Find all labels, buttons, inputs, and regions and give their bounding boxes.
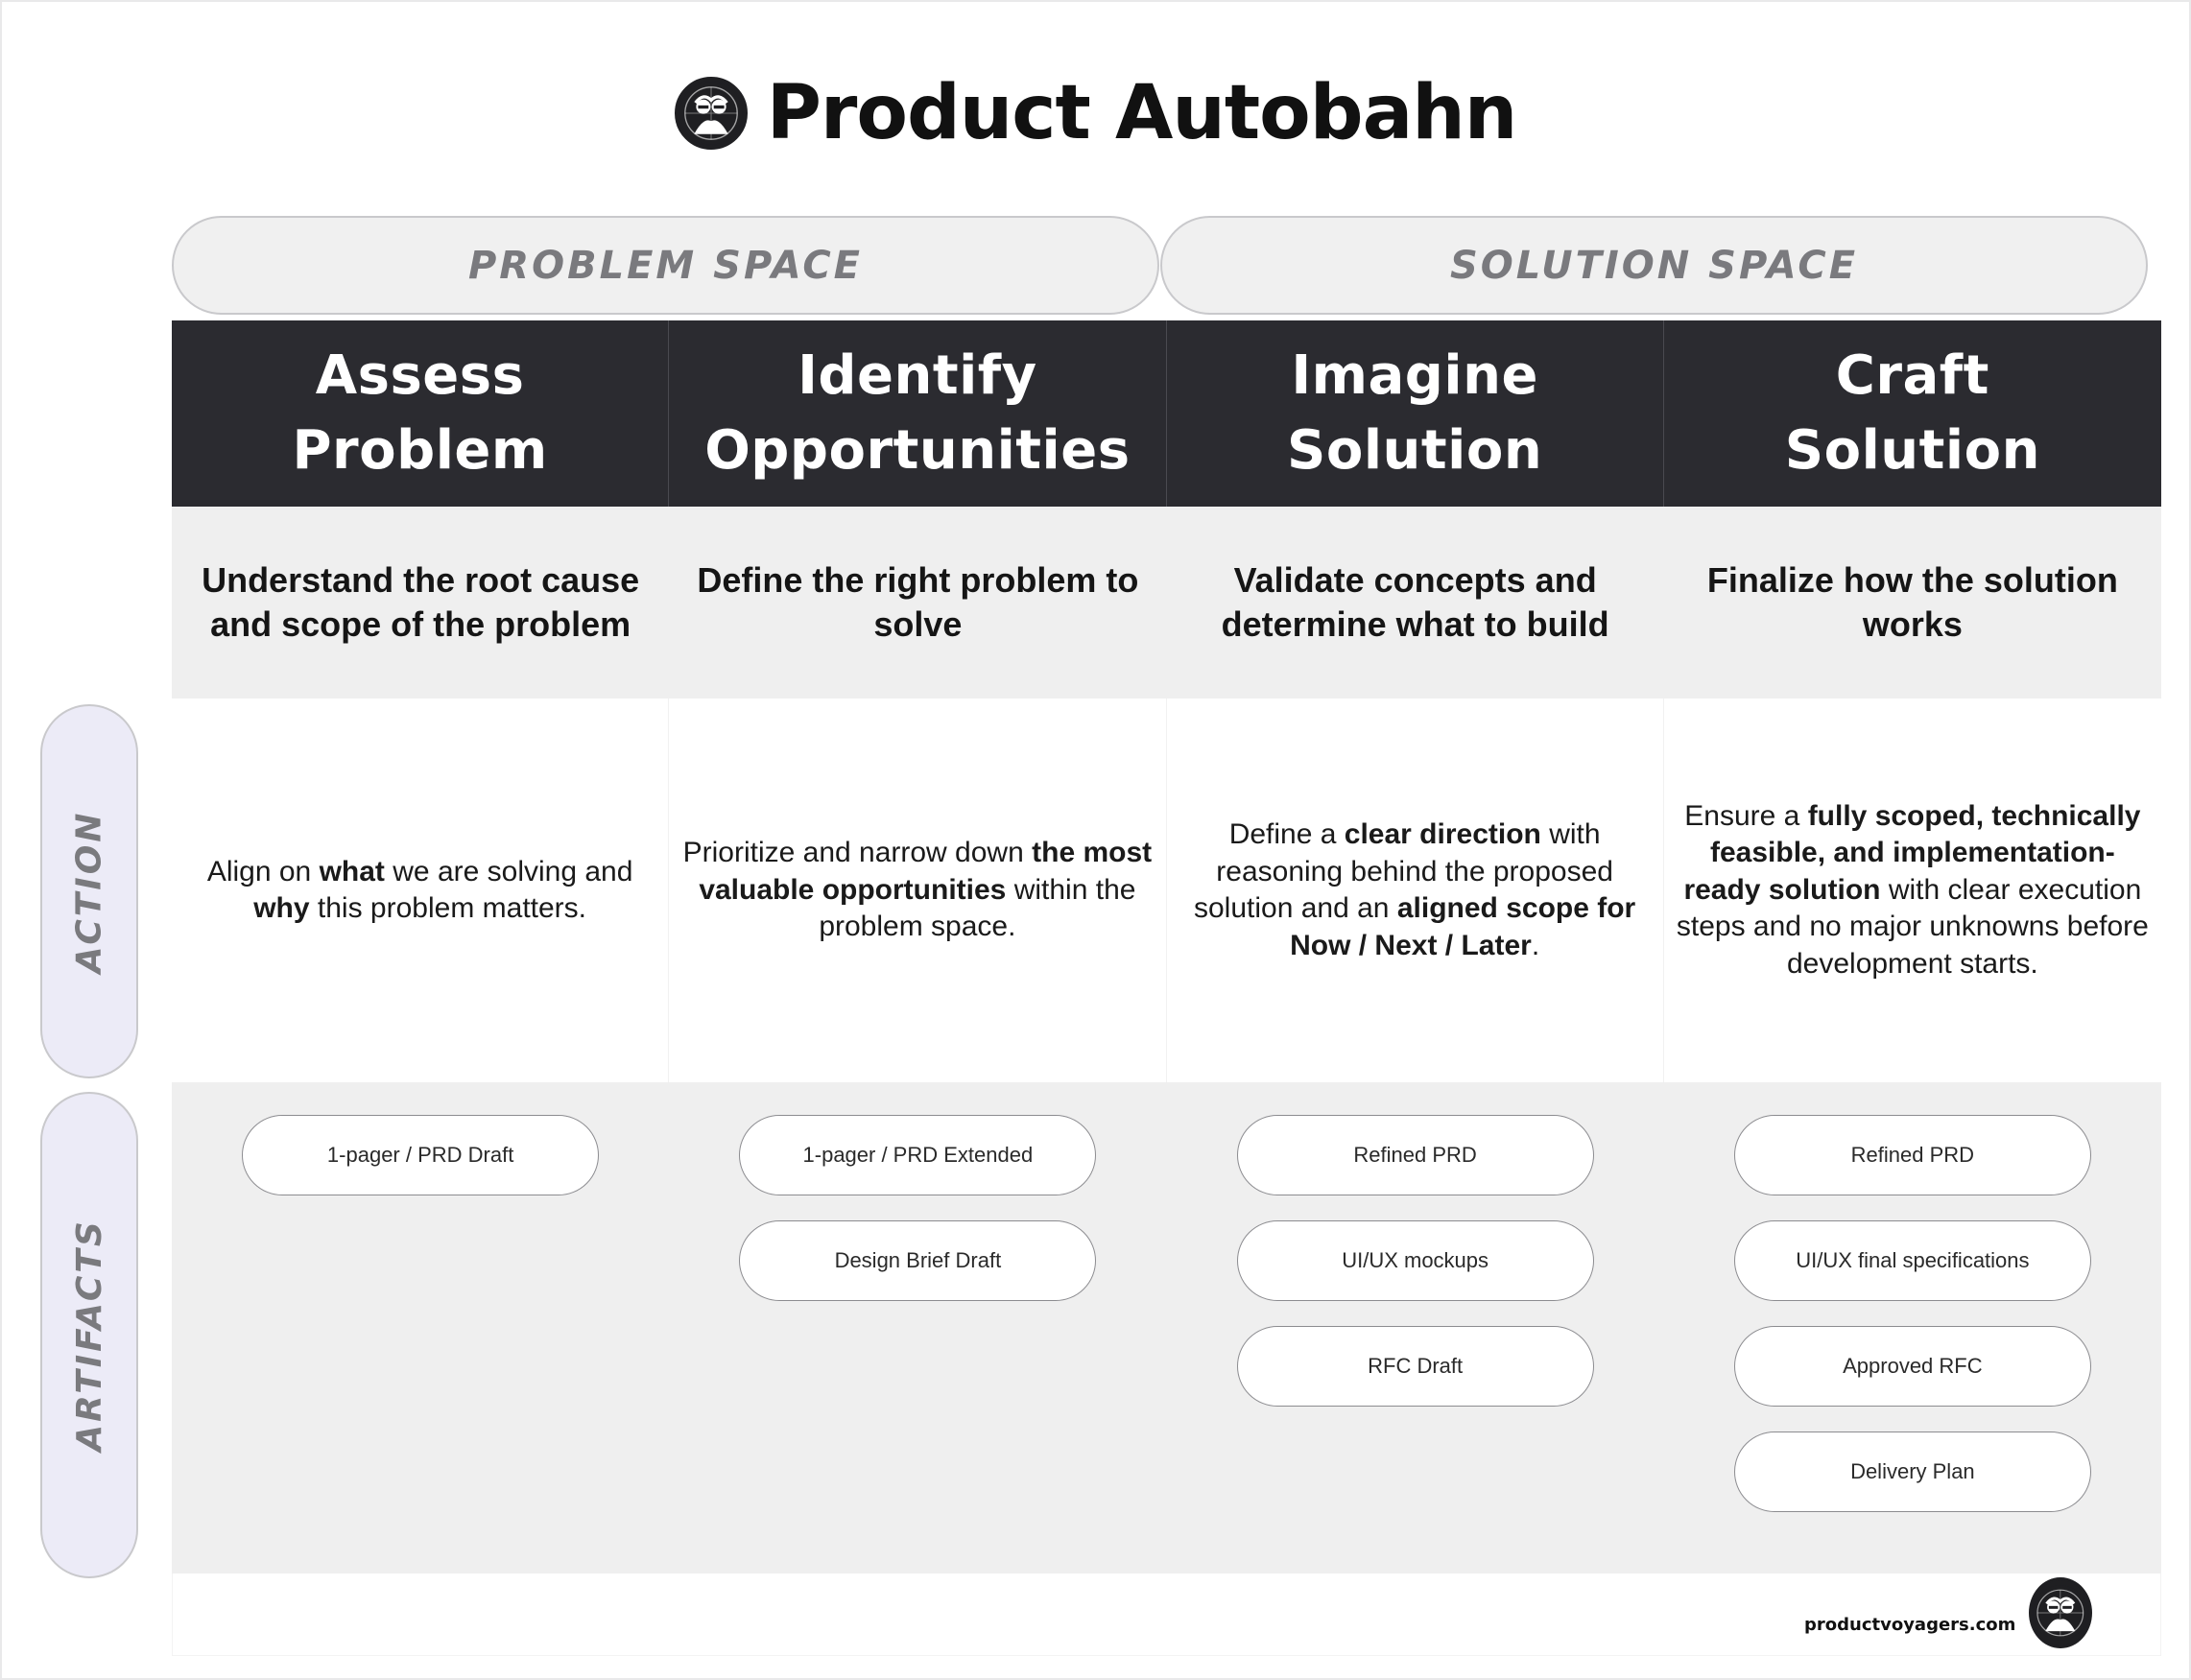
action-row-label: [40, 704, 138, 1078]
footer-site-link[interactable]: productvoyagers.com: [1804, 1614, 2016, 1635]
artifact-label: Refined PRD: [1850, 1143, 1975, 1167]
artifact-label: Refined PRD: [1353, 1143, 1477, 1167]
artifact-label: Approved RFC: [1843, 1354, 1983, 1378]
stage-goal-craft: [1664, 507, 2161, 698]
stage-goal: Define the right problem to solve: [697, 560, 1139, 644]
action-emphasis: the most valuable opportunities: [699, 837, 1153, 906]
artifact-label: Delivery Plan: [1850, 1459, 1975, 1483]
stage-goal-imagine: [1167, 507, 1664, 698]
problem-space-text: PROBLEM SPACE: [467, 243, 863, 288]
solution-space-label: [1160, 216, 2148, 315]
action-cell-craft: [1664, 698, 2161, 1082]
action-text: [1177, 816, 1654, 964]
action-segment: within the problem space.: [819, 873, 1136, 943]
artifacts-cell-identify: [669, 1082, 1166, 1574]
action-segment: Prioritize and narrow down: [682, 837, 1033, 869]
action-row: [172, 698, 2161, 1082]
stage-title: Imagine Solution: [1287, 344, 1543, 482]
stage-goal-row: [172, 507, 2161, 698]
action-emphasis: why: [253, 892, 310, 924]
action-segment: this problem matters.: [309, 892, 587, 924]
stage-goal-identify: [669, 507, 1166, 698]
page-header: [0, 67, 2191, 158]
action-segment: Ensure a: [1684, 799, 1808, 832]
footer-brand: [1804, 1577, 2092, 1648]
artifact-pill: [1734, 1115, 2091, 1195]
artifacts-row-label: [40, 1092, 138, 1578]
artifact-label: 1-pager / PRD Extended: [802, 1143, 1034, 1167]
stage-title: Craft Solution: [1784, 344, 2040, 482]
artifact-label: UI/UX mockups: [1342, 1248, 1489, 1272]
artifact-pill: [1237, 1115, 1594, 1195]
action-cell-identify: [669, 698, 1166, 1082]
artifact-pill: [1734, 1432, 2091, 1512]
stage-goal: Understand the root cause and scope of the problem: [202, 560, 640, 644]
stage-grid: [172, 320, 2161, 1656]
action-emphasis: clear direction: [1344, 818, 1541, 850]
action-cell-assess: [172, 698, 669, 1082]
artifact-pill: [1734, 1220, 2091, 1301]
stage-goal: Validate concepts and determine what to build: [1221, 560, 1609, 644]
stage-goal: Finalize how the solution works: [1706, 560, 2118, 644]
artifact-pill: [242, 1115, 599, 1195]
artifacts-row-text: ARTIFACTS: [69, 1219, 109, 1452]
artifact-pill: [739, 1220, 1096, 1301]
voyagers-logo-icon: [675, 77, 748, 150]
artifacts-row: [172, 1082, 2161, 1574]
artifact-pill: [739, 1115, 1096, 1195]
stage-header-craft: [1664, 320, 2161, 507]
stage-header-row: [172, 320, 2161, 507]
action-cell-imagine: [1167, 698, 1664, 1082]
action-segment: .: [1531, 929, 1540, 961]
action-segment: Align on: [206, 855, 320, 887]
solution-space-text: SOLUTION SPACE: [1449, 243, 1859, 288]
artifact-pill: [1734, 1326, 2091, 1407]
artifact-label: UI/UX final specifications: [1796, 1248, 2030, 1272]
stage-header-identify: [669, 320, 1166, 507]
action-text: [181, 854, 658, 928]
stage-title: Identify Opportunities: [704, 344, 1131, 482]
action-segment: we are solving and: [384, 855, 633, 887]
stage-title: Assess Problem: [292, 344, 548, 482]
problem-space-label: [172, 216, 1159, 315]
artifact-label: 1-pager / PRD Draft: [326, 1143, 514, 1167]
artifacts-cell-craft: [1664, 1082, 2161, 1574]
action-emphasis: fully scoped, technically feasible, and implementation-ready solution: [1683, 799, 2141, 906]
stage-header-imagine: [1167, 320, 1664, 507]
artifact-pill: [1237, 1326, 1594, 1407]
voyagers-logo-icon: [2029, 1577, 2092, 1648]
artifacts-cell-assess: [172, 1082, 669, 1574]
action-segment: Define a: [1228, 818, 1345, 850]
action-text: [679, 835, 1155, 946]
stage-goal-assess: [172, 507, 669, 698]
action-emphasis: what: [319, 855, 385, 887]
artifacts-cell-imagine: [1167, 1082, 1664, 1574]
artifact-label: RFC Draft: [1368, 1354, 1464, 1378]
action-segment: with reasoning behind the proposed solution and an: [1194, 818, 1613, 924]
action-row-text: ACTION: [69, 810, 109, 973]
action-text: [1674, 798, 2152, 983]
action-segment: with clear execution steps and no major unknowns before development starts.: [1676, 873, 2149, 980]
artifact-pill: [1237, 1220, 1594, 1301]
stage-header-assess: [172, 320, 669, 507]
page-title: Product Autobahn: [766, 69, 1517, 156]
action-emphasis: aligned scope for Now / Next / Later: [1290, 892, 1636, 961]
artifact-label: Design Brief Draft: [834, 1248, 1002, 1272]
